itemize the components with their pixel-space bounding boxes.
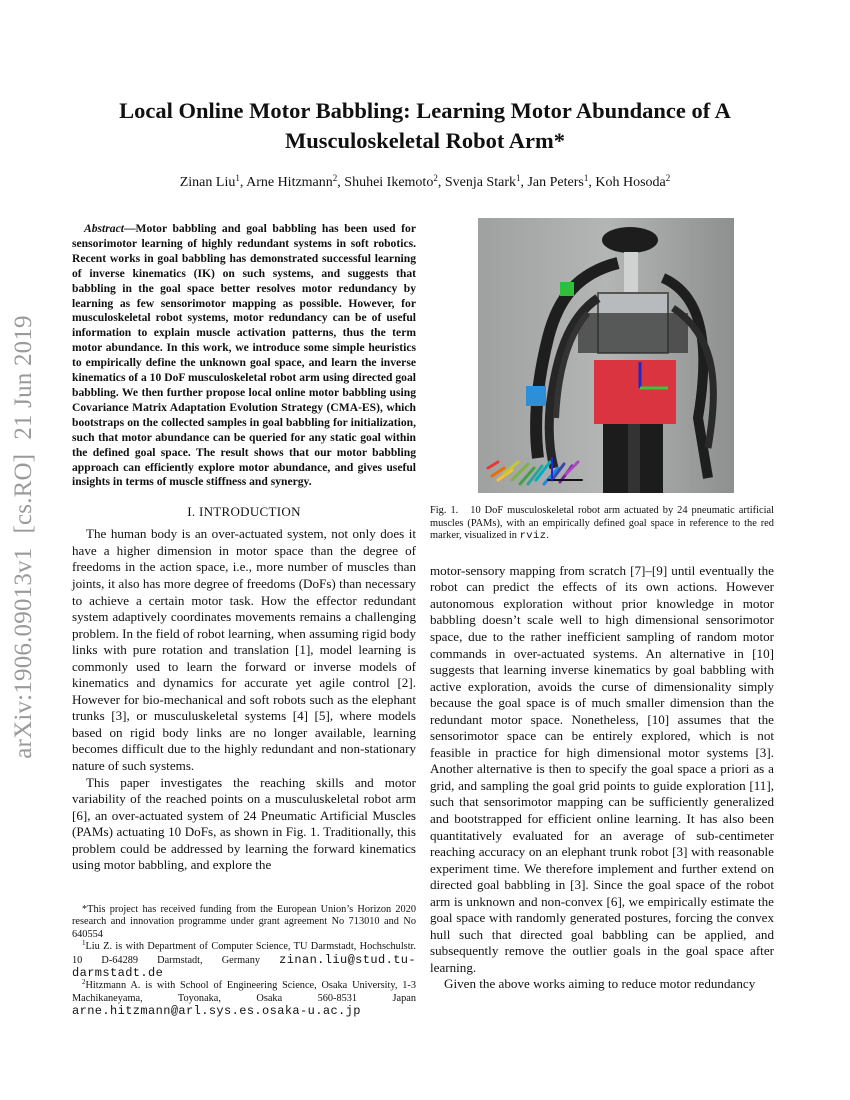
funding-footnote: *This project has received funding from the European Union’s Horizon 2020 research and innovation programme under grant agreement No 713010 and No 640554 (72, 904, 416, 940)
author: Koh Hosoda$^2$ (595, 173, 671, 190)
footnotes (72, 904, 416, 1019)
robot-arm-image (478, 218, 734, 493)
author: Zinan Liu$^1$ (179, 173, 240, 190)
affiliation-footnote-1: $^1$Liu Z. is with Department of Computer Science, TU Darmstadt, Hochschulstr. 10 D-64289 Darmstadt, Germany zinan.liu@stud.tu-darmstadt.de (72, 939, 416, 981)
author: Jan Peters$^1$ (527, 173, 589, 190)
abstract-label: Abstract (84, 222, 124, 235)
arxiv-id: arXiv:1906.09013v1 (10, 547, 37, 759)
left-column (72, 222, 416, 874)
author: Svenja Stark$^1$ (444, 173, 521, 190)
author: Shuhei Ikemoto$^2$ (344, 173, 438, 190)
title-line-2: Musculoskeletal Robot Arm* (285, 128, 565, 153)
paragraph: The human body is an over-actuated system, not only does it have a higher dimension in motor space than the degree of freedoms in the action space, i.e., more number of muscles than joints, it also has more degree of freedoms (DoFs) than necessary to achieve a certain motor task. How the effector redundant system adaptively coordinates movements remains a challenging problem. In the field of robot learning, when assuming rigid body links with pure rotation and translation [1], model learning is commonly used to learn the forward or inverse models of kinematics and dynamics for accurate yet agile control [2]. However for bio-mechanical and soft robots such as the elephant trunks [3], or musculuskeletal systems [4] [5], where models based on rigid body links are no longer available, learning becomes difficult due to the highly redundant and non-stationary nature of such systems. (72, 526, 417, 773)
author: Arne Hitzmann$^2$ (246, 173, 338, 190)
abstract: Abstract—Motor babbling and goal babbling has been used for sensorimotor learning of highly redundant systems in soft robotics. Recent works in goal babbling has demonstrated successful learning of inverse kinematics (IK) on such systems, and suggests that babbling in the goal space better resolves motor redundancy by learning as few sensorimotor mapping as possible. However, for musculoskeletal robot systems, motor redundancy can be of useful information to explain muscle activation patterns, thus the term motor abundance. In this work, we introduce some simple heuristics to empirically define the unknown goal space, and learn the inverse kinematics of a 10 DoF musculoskeletal robot arm using directed goal babbling. We then further propose local online motor babbling using Covariance Matrix Adaptation Evolution Strategy (CMA-ES), which bootstraps on the collected samples in goal babbling for initialization, such that motor abundance can be queried for any static goal within the defined goal space. The result shows that our motor babbling approach can efficiently explore motor abundance, and gives useful insights in terms of muscle stiffness and synergy. (72, 222, 416, 489)
abstract-text: Motor babbling and goal babbling has been used for sensorimotor learning of highly redundant systems in soft robotics. Recent works in goal babbling has demonstrated successful learning of inverse kinematics (IK) on such systems, and suggests that babbling in the goal space better resolves motor redundancy by learning as few sensorimotor mapping as possible. However, for musculoskeletal robot systems, motor redundancy can be of useful information to explain muscle activation patterns, thus the term motor abundance. In this work, we introduce some simple heuristics to empirically define the unknown goal space, and learn the inverse kinematics of a 10 DoF musculoskeletal robot arm using directed goal babbling. We then further propose local online motor babbling using Covariance Matrix Adaptation Evolution Strategy (CMA-ES), which bootstraps on the collected samples in goal babbling for initialization, such that motor abundance can be queried for any static goal within the defined goal space. The result shows that our motor babbling approach can efficiently explore motor abundance, and gives useful insights in terms of muscle stiffness and synergy. (72, 222, 416, 489)
email-link[interactable]: zinan.liu@stud.tu-darmstadt.de (72, 952, 416, 981)
arxiv-stamp (10, 301, 38, 759)
figure-caption: Fig. 1. 10 DoF musculoskeletal robot arm actuated by 24 pneumatic artificial muscles (PAMs), with an empirically defined goal space in reference to the red marker, visualized in rviz. (430, 505, 774, 543)
arxiv-category: [cs.RO] (10, 453, 37, 534)
arxiv-date: 21 Jun 2019 (10, 315, 37, 440)
email-link[interactable]: arne.hitzmann@arl.sys.es.osaka-u.ac.jp (72, 1004, 361, 1019)
right-column (430, 218, 774, 993)
affiliation-footnote-2: $^2$Hitzmann A. is with School of Engineering Science, Osaka University, 1-3 Machikaneyama, Toyonaka, Osaka 560-8531 Japan arne.hitzmann@arl.sys.es.osaka-u.ac.jp (72, 978, 416, 1019)
figure-robot-photo (478, 218, 734, 493)
section-heading-introduction: I. INTRODUCTION (187, 504, 301, 520)
figure-label: Fig. 1. (430, 505, 459, 516)
paragraph: motor-sensory mapping from scratch [7]–[9] until eventually the robot can predict the effects of its own actions. However autonomous exploration without prior knowledge in motor babbling doesn’t scale well to high dimensional sensorimotor space, due to the rather inefficient sampling of random motor commands in over-actuated systems. An alternative in [10] suggests that learning inverse kinematics by goal babbling with active exploration, avoids the curse of dimensionality simply because the goal space is of much smaller dimension than the redundant motor space. Nonetheless, [10] assumes that the sensorimotor space can be entirely explored, which is not feasible in practice for high dimensional motor systems [3]. Another alternative is then to specify the goal space a priori as a grid, and sampling the goal grid points to guide exploration [11], such that sensorimotor mapping can be sufficiently generalized and bootstrapped for efficient online learning. It has also been quantitatively evaluated for an average of sub-centimeter reaching accuracy on an elephant trunk robot [3] with reasonable experiment time. We therefore implement and further extend on directed goal babbling in [3]. Since the goal space of the robot arm is unknown and non-convex [6], we empirically estimate the goal space with randomly generated postures, forcing the convex hull such that directed goal babbling can be applied, and subsequently remove the outlier goals in the goal space after learning. (430, 562, 774, 975)
paper-title (70, 96, 780, 156)
paragraph: Given the above works aiming to reduce motor redundancy (444, 976, 756, 992)
paragraph: This paper investigates the reaching skills and motor variability of the reached points on a musculuskeletal robot arm [6], an over-actuated system of 24 Pneumatic Artificial Muscles (PAMs) actuating 10 DoFs, as shown in Fig. 1. Traditionally, this problem could be addressed by learning the forward kinematics using motor babbling, and explore the (72, 774, 416, 873)
title-line-1: Local Online Motor Babbling: Learning Motor Abundance of A (119, 98, 731, 123)
code-rviz: rviz (519, 530, 547, 543)
author-list: Zinan Liu$^1$, Arne Hitzmann$^2$, Shuhei Ikemoto$^2$, Svenja Stark$^1$, Jan Peters$^1$, Koh Hosoda$^2$ (179, 173, 671, 190)
